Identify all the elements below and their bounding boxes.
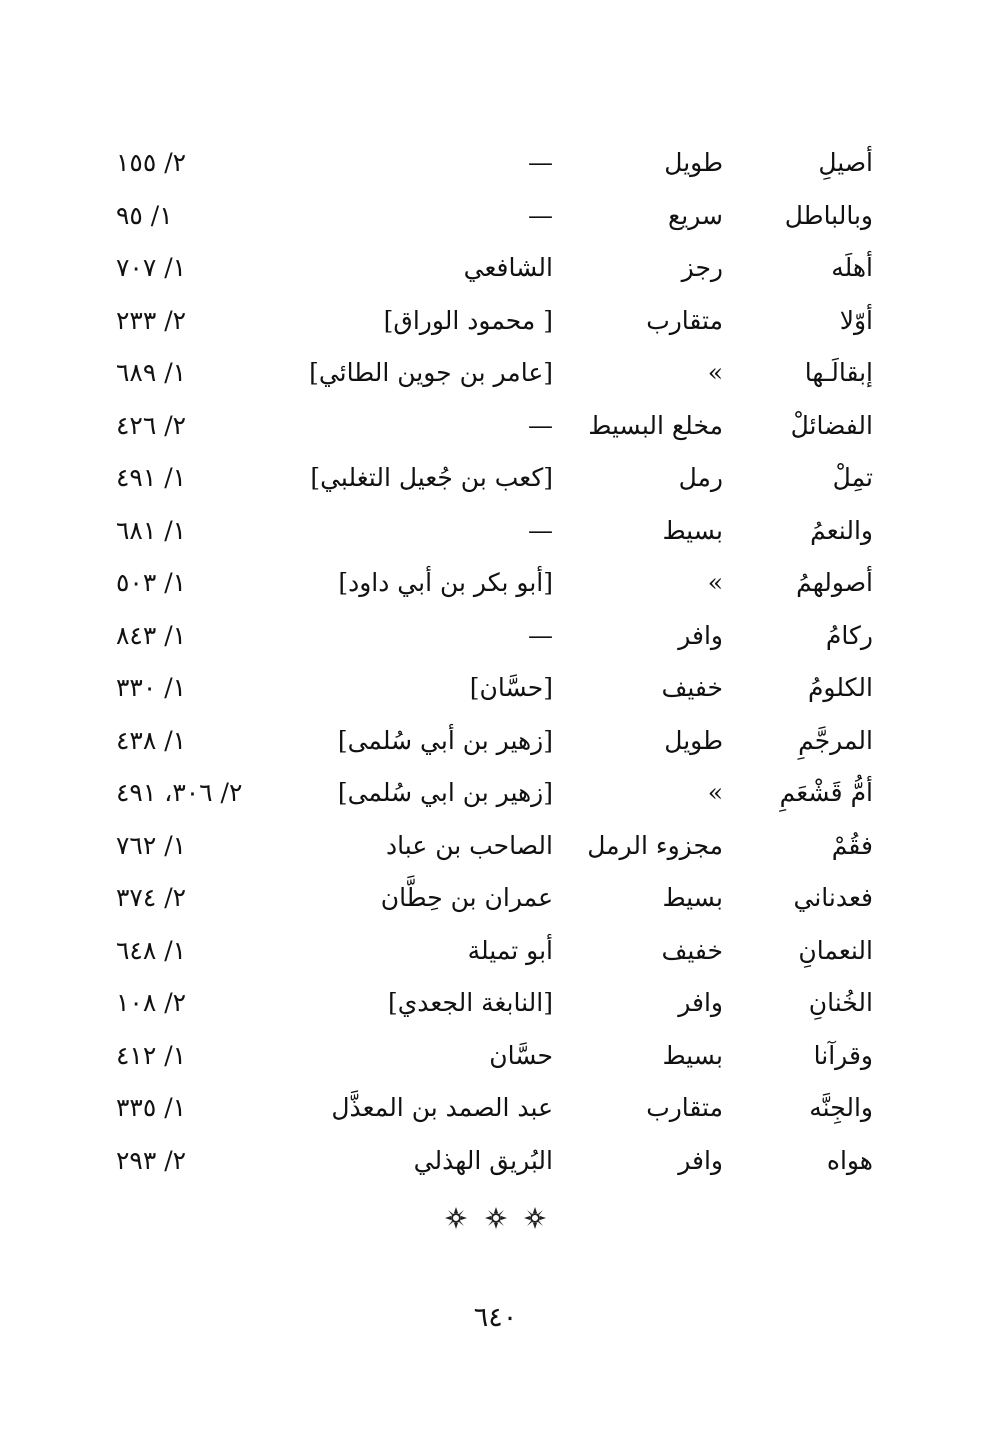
rhyme-word: فقُمْ [831, 830, 873, 860]
table-row [0, 137, 991, 190]
meter-name: » [707, 358, 723, 387]
table-row [0, 715, 991, 768]
rhyme-word: أصيلِ [818, 148, 873, 177]
poet-name: — [528, 515, 553, 545]
poet-name: — [528, 148, 553, 177]
rhyme-word: النعمانِ [798, 935, 873, 965]
rhyme-word: فعدناني [793, 883, 873, 912]
poet-name: الشافعي [463, 253, 553, 282]
rhyme-word: الخُنانِ [808, 988, 873, 1017]
meter-name: سريع [667, 200, 723, 230]
poet-name: [كعب بن جُعيل التغلبي] [310, 463, 553, 492]
meter-name: وافر [678, 988, 723, 1017]
rhyme-word: تمِلْ [832, 463, 873, 492]
poet-name: [ محمود الوراق] [383, 305, 553, 335]
meter-name: طويل [664, 148, 723, 177]
volume-page-ref: ١/ ٤٩١ [116, 463, 187, 492]
poet-name: البُريق الهذلي [413, 1145, 553, 1175]
rhyme-word: ركامُ [825, 620, 873, 650]
meter-name: وافر [678, 620, 723, 650]
table-row [0, 925, 991, 978]
meter-name: » [707, 568, 723, 597]
poet-name: [زهير بن أبي سُلمى] [337, 725, 553, 755]
meter-name: مجزوء الرمل [587, 830, 723, 860]
poet-name: عبد الصمد بن المعذَّل [331, 1093, 553, 1122]
poet-name: — [528, 620, 553, 650]
poet-name: [النابغة الجعدي] [387, 988, 553, 1017]
table-row [0, 400, 991, 453]
rhyme-word: أصولهمُ [796, 568, 873, 597]
poet-name: [زهير بن ابي سُلمى] [337, 778, 553, 807]
poet-name: [عامر بن جوين الطائي] [309, 358, 553, 387]
poet-name: الصاحب بن عباد [386, 830, 553, 860]
volume-page-ref: ١/ ٦٨١ [116, 515, 187, 545]
table-row [0, 295, 991, 348]
volume-page-ref: ٢/ ٤٢٦ [116, 410, 187, 440]
poet-name: — [528, 410, 553, 440]
table-row [0, 1082, 991, 1135]
meter-name: رمل [678, 463, 723, 492]
volume-page-ref: ٢/ ١٥٥ [116, 148, 187, 177]
page-number: ٦٤٠ [473, 1302, 518, 1333]
table-row [0, 610, 991, 663]
table-row [0, 452, 991, 505]
poet-name: عمران بن حِطَّان [380, 883, 553, 912]
volume-page-ref: ١/ ٩٥ [116, 200, 173, 230]
rhyme-word: والجِنَّه [809, 1093, 873, 1122]
meter-name: متقارب [646, 1093, 723, 1122]
volume-page-ref: ١/ ٣٣٥ [116, 1093, 187, 1122]
rhyme-word: أهلَه [831, 253, 873, 282]
volume-page-ref: ٢/ ٣٠٦، ٤٩١ [116, 778, 243, 807]
poet-name: [أبو بكر بن أبي داود] [338, 568, 553, 597]
rhyme-index-table [0, 137, 991, 1187]
volume-page-ref: ١/ ٦٤٨ [116, 935, 187, 965]
volume-page-ref: ٢/ ١٠٨ [116, 988, 187, 1017]
volume-page-ref: ١/ ٨٤٣ [116, 620, 187, 650]
volume-page-ref: ١/ ٧٠٧ [116, 253, 187, 282]
volume-page-ref: ٢/ ٢٣٣ [116, 305, 187, 335]
rhyme-word: إبقالَـها [804, 358, 873, 387]
volume-page-ref: ٢/ ٣٧٤ [116, 883, 187, 912]
table-row [0, 1030, 991, 1083]
meter-name: بسيط [662, 883, 723, 912]
meter-name: بسيط [662, 1040, 723, 1070]
table-row [0, 872, 991, 925]
volume-page-ref: ٢/ ٢٩٣ [116, 1145, 187, 1175]
table-row [0, 347, 991, 400]
rhyme-word: أمُّ قَشْعَمِ [779, 778, 873, 807]
volume-page-ref: ١/ ٥٠٣ [116, 568, 187, 597]
poet-name: أبو تميلة [467, 935, 553, 965]
volume-page-ref: ١/ ٤٣٨ [116, 725, 187, 755]
meter-name: متقارب [646, 305, 723, 335]
table-row [0, 242, 991, 295]
table-row [0, 190, 991, 243]
table-row [0, 977, 991, 1030]
rhyme-word: هواه [826, 1145, 873, 1175]
volume-page-ref: ١/ ٦٨٩ [116, 358, 187, 387]
table-row [0, 662, 991, 715]
meter-name: خفيف [661, 673, 723, 702]
volume-page-ref: ١/ ٤١٢ [116, 1040, 187, 1070]
rhyme-word: وقرآنا [813, 1040, 873, 1070]
flower-ornament-icon [444, 1206, 468, 1230]
table-row [0, 767, 991, 820]
table-row [0, 505, 991, 558]
rhyme-word: الفضائلْ [790, 410, 873, 440]
poet-name: حسَّان [489, 1040, 553, 1070]
volume-page-ref: ١/ ٣٣٠ [116, 673, 187, 702]
table-row [0, 820, 991, 873]
table-row [0, 1135, 991, 1188]
rhyme-word: الكلومُ [807, 673, 873, 702]
poet-name: [حسَّان] [469, 673, 553, 702]
rhyme-word: المرجَّمِ [798, 725, 873, 755]
section-end-ornaments [0, 1206, 991, 1236]
rhyme-word: وبالباطل [784, 200, 873, 230]
meter-name: خفيف [661, 935, 723, 965]
meter-name: وافر [678, 1145, 723, 1175]
meter-name: » [707, 778, 723, 807]
table-row [0, 557, 991, 610]
meter-name: بسيط [662, 515, 723, 545]
meter-name: مخلع البسيط [588, 410, 723, 440]
rhyme-word: أوّلا [839, 305, 873, 335]
meter-name: رجز [681, 253, 723, 282]
volume-page-ref: ١/ ٧٦٢ [116, 830, 187, 860]
flower-ornament-icon [523, 1206, 547, 1230]
flower-ornament-icon [484, 1206, 508, 1230]
rhyme-word: والنعمُ [810, 515, 873, 545]
meter-name: طويل [664, 725, 723, 755]
poet-name: — [528, 200, 553, 230]
